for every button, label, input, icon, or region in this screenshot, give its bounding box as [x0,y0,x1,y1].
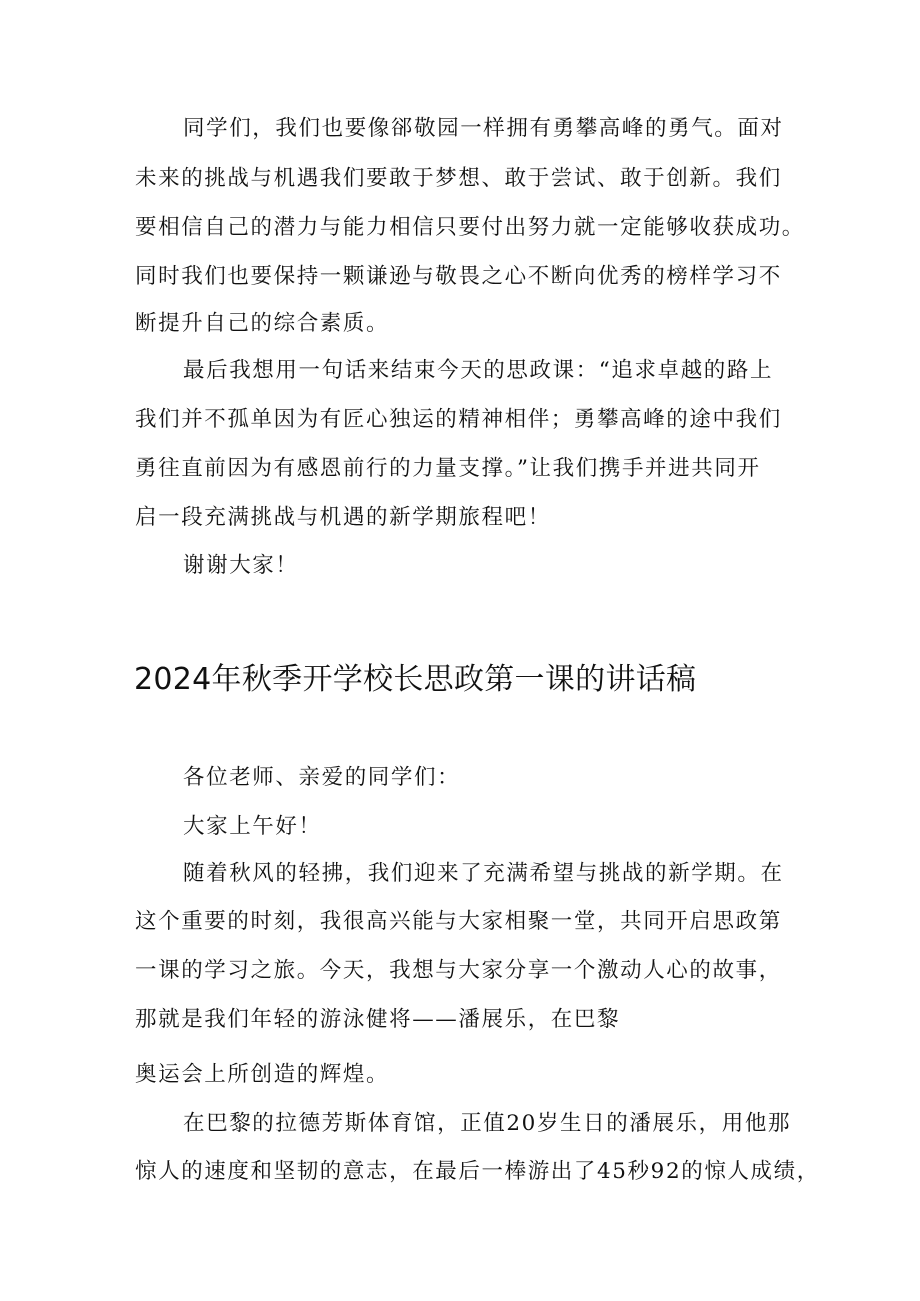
paragraph-line: 那就是我们年轻的游泳健将——潘展乐，在巴黎 [135,1007,621,1032]
paragraph-line: 这个重要的时刻，我很高兴能与大家相聚一堂，共同开启思政第 [135,909,782,934]
paragraph-line: 断提升自己的综合素质。 [135,311,390,336]
paragraph-line: 大家上午好！ [183,814,322,839]
paragraph-line: 一课的学习之旅。今天，我想与大家分享一个激动人心的故事， [135,958,782,983]
paragraph-line: 我们并不孤单因为有匠心独运的精神相伴；勇攀高峰的途中我们 [135,407,782,432]
paragraph-line: 同学们，我们也要像郤敬园一样拥有勇攀高峰的勇气。面对 [183,116,784,141]
paragraph-line: 勇往直前因为有感恩前行的力量支撑。”让我们携手并进共同开 [135,456,761,481]
paragraph-line: 奥运会上所创造的辉煌。 [135,1062,390,1087]
paragraph-line: 惊人的速度和坚韧的意志，在最后一棒游出了45秒92的惊人成绩， [135,1159,820,1184]
document-title: 2024年秋季开学校长思政第一课的讲话稿 [134,662,697,697]
paragraph-line: 启一段充满挑战与机遇的新学期旅程吧！ [135,505,551,530]
paragraph-line: 谢谢大家！ [183,553,299,578]
paragraph-line: 要相信自己的潜力与能力相信只要付出努力就一定能够收获成功。 [135,215,805,240]
paragraph-line: 未来的挑战与机遇我们要敢于梦想、敢于尝试、敢于创新。我们 [135,166,782,191]
paragraph-line: 同时我们也要保持一颗谦逊与敬畏之心不断向优秀的榜样学习不 [135,264,782,289]
paragraph-line: 随着秋风的轻拂，我们迎来了充满希望与挑战的新学期。在 [183,861,784,886]
paragraph-line: 各位老师、亲爱的同学们： [183,765,461,790]
paragraph-line: 最后我想用一句话来结束今天的思政课：“追求卓越的路上 [183,358,774,383]
paragraph-line: 在巴黎的拉德芳斯体育馆，正值20岁生日的潘展乐，用他那 [183,1111,792,1136]
